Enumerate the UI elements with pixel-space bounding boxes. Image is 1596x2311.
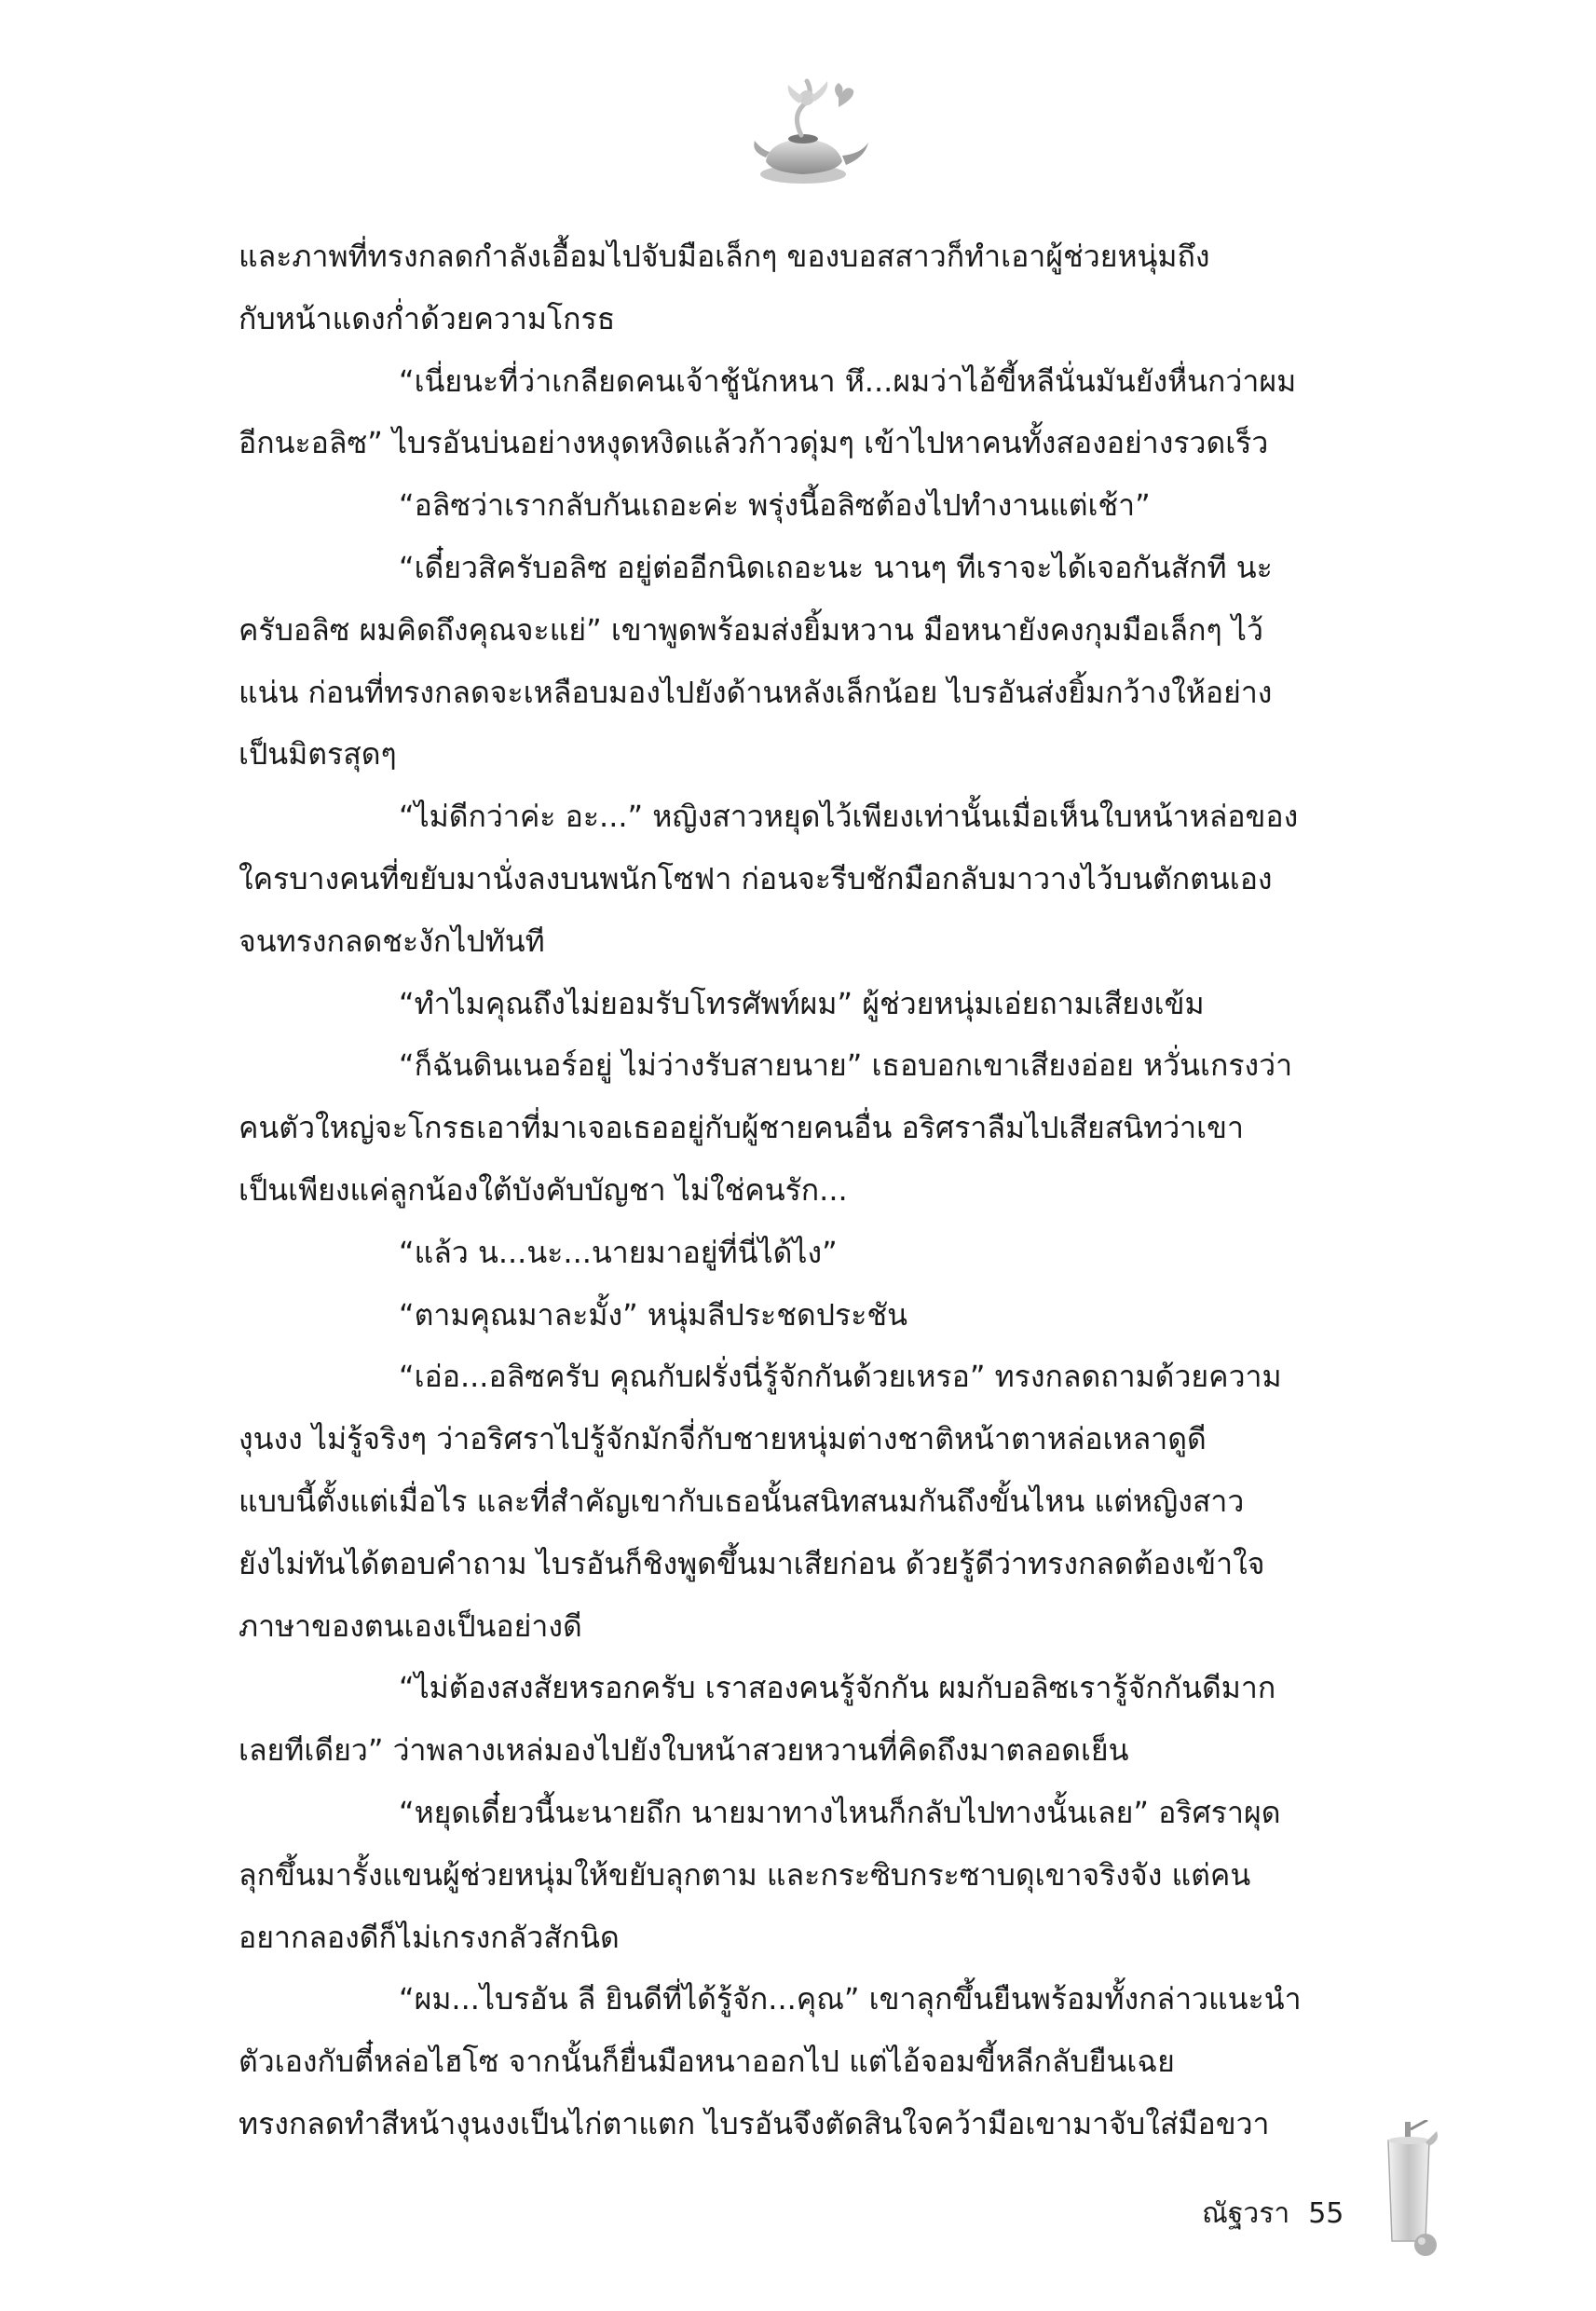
text-line: ลุกขึ้นมารั้งแขนผู้ช่วยหนุ่มให้ขยับลุกตาม และกระซิบกระซาบดุเขาจริงจัง แต่คน — [239, 1856, 1251, 1893]
author-name: ณัฐวรา — [1202, 2197, 1290, 2230]
text-line: เลยทีเดียว” ว่าพลางเหล่มองไปยังใบหน้าสวยหวานที่คิดถึงมาตลอดเย็น — [239, 1732, 1129, 1769]
text-line: “ตามคุณมาละมั้ง” หนุ่มลีประชดประชัน — [399, 1296, 907, 1333]
body-text — [239, 226, 1409, 2155]
text-line: จนทรงกลดชะงักไปทันที — [239, 923, 545, 959]
text-line: อีกนะอลิซ” ไบรอันบ่นอย่างหงุดหงิดแล้วก้าวดุ่มๆ เข้าไปหาคนทั้งสองอย่างรวดเร็ว — [239, 425, 1269, 461]
text-line: กับหน้าแดงก่ำด้วยความโกรธ — [239, 300, 616, 336]
text-line: “เดี๋ยวสิครับอลิซ อยู่ต่ออีกนิดเถอะนะ นานๆ ทีเราจะได้เจอกันสักที นะ — [399, 549, 1273, 585]
text-line: “หยุดเดี๋ยวนี้นะนายถึก นายมาทางไหนก็กลับไปทางนั้นเลย” อริศราผุด — [399, 1794, 1281, 1830]
text-line: เป็นมิตรสุดๆ — [239, 736, 397, 773]
text-line: “ก็ฉันดินเนอร์อยู่ ไม่ว่างรับสายนาย” เธอบอกเขาเสียงอ่อย หวั่นเกรงว่า — [399, 1047, 1293, 1084]
text-line: คนตัวใหญ่จะโกรธเอาที่มาเจอเธออยู่กับผู้ชายคนอื่น อริศราลืมไปเสียสนิทว่าเขา — [239, 1110, 1244, 1146]
text-line: และภาพที่ทรงกลดกำลังเอื้อมไปจับมือเล็กๆ ของบอสสาวก็ทำเอาผู้ช่วยหนุ่มถึง — [239, 239, 1210, 274]
page-footer — [1202, 2192, 1344, 2236]
text-line: “ผม...ไบรอัน ลี ยินดีที่ได้รู้จัก...คุณ” เขาลุกขึ้นยืนพร้อมทั้งกล่าวแนะนำ — [399, 1981, 1302, 2017]
text-line: แน่น ก่อนที่ทรงกลดจะเหลือบมองไปยังด้านหลังเล็กน้อย ไบรอันส่งยิ้มกว้างให้อย่าง — [239, 674, 1273, 710]
text-line: ใครบางคนที่ขยับมานั่งลงบนพนักโซฟา ก่อนจะรีบชักมือกลับมาวางไว้บนตักตนเอง — [239, 860, 1273, 896]
text-line: เป็นเพียงแค่ลูกน้องใต้บังคับบัญชา ไม่ใช่คนรัก... — [239, 1171, 848, 1208]
text-line: ยังไม่ทันได้ตอบคำถาม ไบรอันก็ชิงพูดขึ้นมาเสียก่อน ด้วยรู้ดีว่าทรงกลดต้องเข้าใจ — [239, 1545, 1265, 1581]
text-line: ภาษาของตนเองเป็นอย่างดี — [239, 1607, 582, 1644]
text-line: ทรงกลดทำสีหน้างุนงงเป็นไก่ตาแตก ไบรอันจึงตัดสินใจคว้ามือเขามาจับใส่มือขวา — [239, 2105, 1270, 2141]
page-number: 55 — [1308, 2197, 1344, 2230]
text-line: แบบนี้ตั้งแต่เมื่อไร และที่สำคัญเขากับเธอนั้นสนิทสนมกันถึงขั้นไหน แต่หญิงสาว — [239, 1483, 1245, 1519]
text-line: ครับอลิซ ผมคิดถึงคุณจะแย่” เขาพูดพร้อมส่งยิ้มหวาน มือหนายังคงกุมมือเล็กๆ ไว้ — [239, 611, 1263, 648]
text-line: ตัวเองกับตี๋หล่อไฮโซ จากนั้นก็ยื่นมือหนาออกไป แต่ไอ้จอมขี้หลีกลับยืนเฉย — [239, 2044, 1175, 2080]
text-line: งุนงง ไม่รู้จริงๆ ว่าอริศราไปรู้จักมักจี่กับชายหนุ่มต่างชาติหน้าตาหล่อเหลาดูดี — [239, 1421, 1207, 1457]
lamp-cupid-ornament-icon — [745, 70, 876, 196]
text-line: “อลิซว่าเรากลับกันเถอะค่ะ พรุ่งนี้อลิซต้องไปทำงานแต่เช้า” — [399, 487, 1151, 524]
text-line: อยากลองดีก็ไม่เกรงกลัวสักนิด — [239, 1919, 620, 1955]
text-line: “ไม่ดีกว่าค่ะ อะ...” หญิงสาวหยุดไว้เพียงเท่านั้นเมื่อเห็นใบหน้าหล่อของ — [399, 799, 1299, 835]
text-line: “เนี่ยนะที่ว่าเกลียดคนเจ้าชู้นักหนา หึ...ผมว่าไอ้ขี้หลีนั่นมันยังหื่นกว่าผม — [399, 362, 1297, 399]
text-line: “เอ่อ...อลิซครับ คุณกับฝรั่งนี่รู้จักกันด้วยเหรอ” ทรงกลดถามด้วยความ — [399, 1359, 1282, 1395]
text-line: “ไม่ต้องสงสัยหรอกครับ เราสองคนรู้จักกัน ผมกับอลิซเรารู้จักกันดีมาก — [399, 1670, 1276, 1706]
text-line: “ทำไมคุณถึงไม่ยอมรับโทรศัพท์ผม” ผู้ช่วยหนุ่มเอ่ยถามเสียงเข้ม — [399, 985, 1205, 1021]
text-line: “แล้ว น...นะ...นายมาอยู่ที่นี่ได้ไง” — [399, 1234, 838, 1270]
glass-with-straw-icon — [1377, 2120, 1442, 2260]
